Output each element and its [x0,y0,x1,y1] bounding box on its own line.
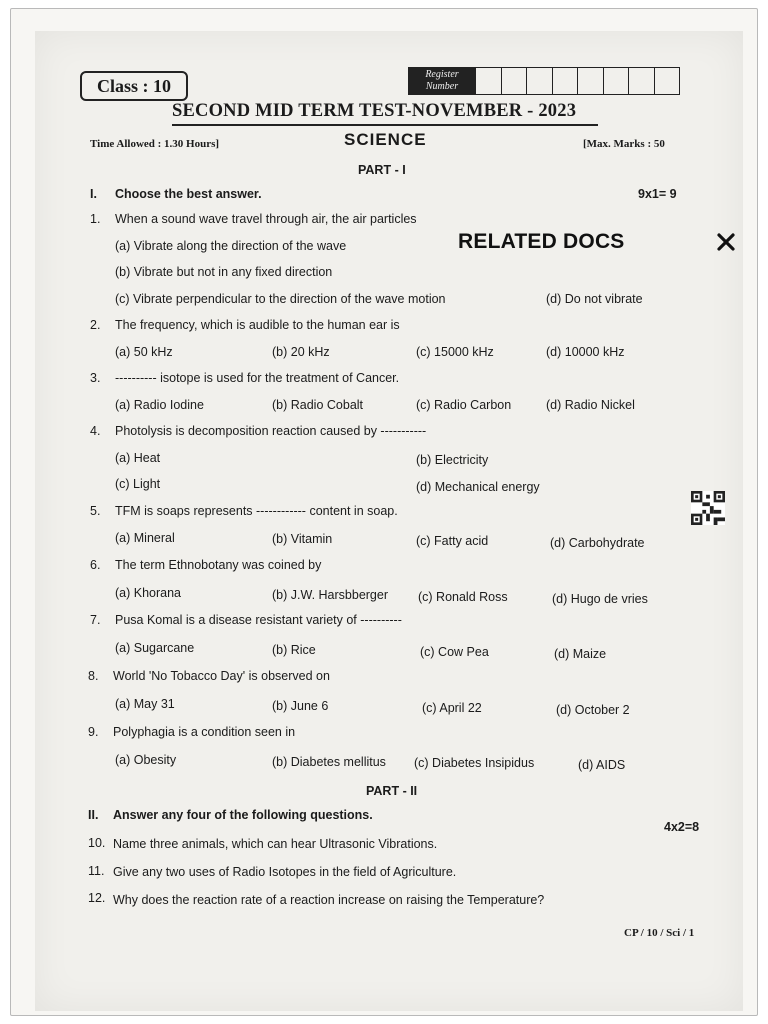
option: (d) Carbohydrate [550,536,645,550]
related-docs-title: RELATED DOCS [458,230,625,253]
question-text: TFM is soaps represents ------------ content in soap. [115,504,398,518]
option: (d) Hugo de vries [552,592,648,606]
question-number: 7. [90,613,101,627]
page-code: CP / 10 / Sci / 1 [624,927,695,939]
question-number: 1. [90,212,101,226]
option: (d) 10000 kHz [546,345,625,359]
option: (d) AIDS [578,758,626,772]
question-text: Photolysis is decomposition reaction caused by ----------- [115,424,427,438]
question-number: 5. [90,504,101,518]
question-text: The frequency, which is audible to the human ear is [115,318,400,332]
max-marks: [Max. Marks : 50 [583,138,665,150]
question-number: 9. [88,725,99,739]
subject-title: SCIENCE [344,130,427,149]
option: (c) Cow Pea [420,645,489,659]
option: (a) Mineral [115,531,175,545]
close-icon [716,232,736,252]
close-button[interactable] [712,228,740,256]
option: (c) Fatty acid [416,534,489,548]
option: (a) 50 kHz [115,345,173,359]
option: (d) Radio Nickel [546,398,635,412]
option: (a) May 31 [115,697,175,711]
option: (a) Heat [115,451,161,465]
option: (a) Vibrate along the direction of the wave [115,239,347,253]
question-number: 10. [88,836,106,850]
option: (a) Khorana [115,586,182,600]
question-number: 6. [90,558,101,572]
time-allowed: Time Allowed : 1.30 Hours] [90,138,220,150]
option: (d) Mechanical energy [416,480,540,494]
option: (a) Radio Iodine [115,398,204,412]
option: (d) Maize [554,647,607,661]
section-1-instruction: Choose the best answer. [115,187,262,201]
option: (b) June 6 [272,699,329,713]
option: (b) Vibrate but not in any fixed direction [115,265,333,279]
option: (a) Sugarcane [115,641,195,655]
question-text: Give any two uses of Radio Isotopes in the field of Agriculture. [113,865,457,879]
question-number: 3. [90,371,101,385]
class-label: Class : 10 [80,71,188,101]
option: (b) Electricity [416,453,489,467]
part-1-heading: PART - I [358,163,406,177]
option: (d) October 2 [556,703,630,717]
option: (a) Obesity [115,753,177,767]
section-1-marks: 9x1= 9 [638,187,677,201]
option: (c) 15000 kHz [416,345,494,359]
question-text: Polyphagia is a condition seen in [113,725,296,739]
question-number: 8. [88,669,99,683]
section-2-instruction: Answer any four of the following questions. [113,808,373,822]
section-2-number: II. [88,808,99,822]
exam-title: SECOND MID TERM TEST-NOVEMBER - 2023 [172,101,577,121]
option: (b) Radio Cobalt [272,398,364,412]
question-text: The term Ethnobotany was coined by [115,558,322,572]
question-text: World 'No Tobacco Day' is observed on [113,669,330,683]
register-number-box [408,67,680,95]
option: (b) Diabetes mellitus [272,755,386,769]
qr-code-icon [690,491,726,525]
question-number: 4. [90,424,101,438]
option: (c) Light [115,477,161,491]
title-underline [172,124,598,126]
question-text: Name three animals, which can hear Ultrasonic Vibrations. [113,837,438,851]
option: (c) April 22 [422,701,482,715]
question-number: 12. [88,891,106,905]
option: (c) Ronald Ross [418,590,508,604]
option: (b) Vitamin [272,532,333,546]
question-text: ---------- isotope is used for the treatment of Cancer. [115,371,400,385]
option: (d) Do not vibrate [546,292,643,306]
question-text: Pusa Komal is a disease resistant variety of ---------- [115,613,402,627]
option: (b) J.W. Harsbberger [272,588,389,602]
section-2-marks: 4x2=8 [664,820,700,834]
question-number: 2. [90,318,101,332]
option: (c) Diabetes Insipidus [414,756,535,770]
question-number: 11. [88,864,105,878]
part-2-heading: PART - II [366,784,418,798]
question-text: Why does the reaction rate of a reaction increase on raising the Temperature? [113,893,545,907]
option: (c) Vibrate perpendicular to the direction of the wave motion [115,292,446,306]
question-text: When a sound wave travel through air, the air particles [115,212,417,226]
option: (b) 20 kHz [272,345,330,359]
exam-paper-page [35,31,743,1011]
register-number-label: Register Number [409,68,475,94]
option: (b) Rice [272,643,316,657]
section-1-number: I. [90,187,97,201]
option: (c) Radio Carbon [416,398,512,412]
